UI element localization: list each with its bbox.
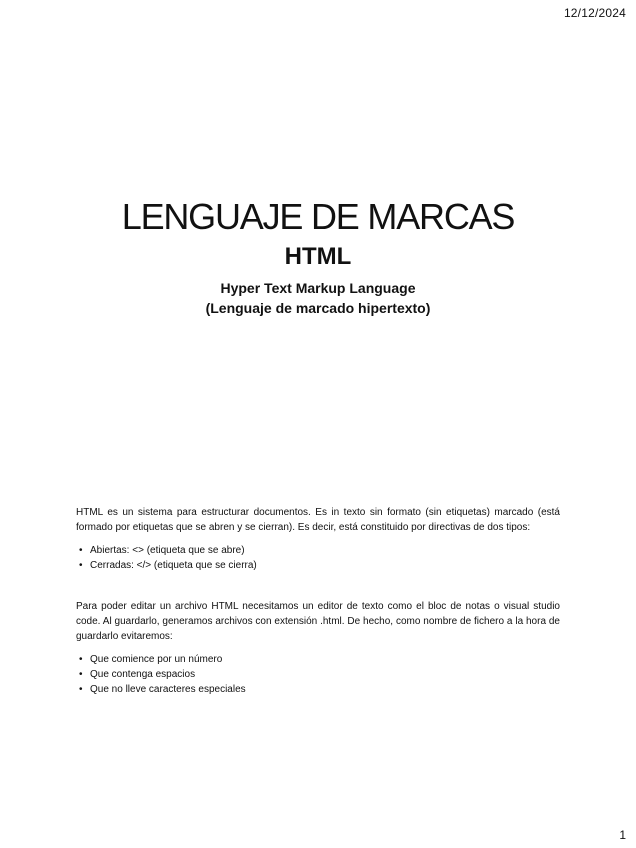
slide-title: LENGUAJE DE MARCAS [121,196,515,237]
acronym-expansion-english: Hyper Text Markup Language [220,280,416,296]
print-date: 12/12/2024 [563,6,626,20]
slide-subtitle: HTML [284,243,352,270]
list-item: • Cerradas: </> (etiqueta que se cierra) [90,558,560,573]
list-item: • Que contenga espacios [90,667,560,682]
list-item: • Que no lleve caracteres especiales [90,682,560,697]
slide-title-block [0,196,636,318]
notes-paragraph-editing: Para poder editar un archivo HTML necesitamos un editor de texto como el bloc de notas o visual studio code. Al guardarlo, generamos archivos con extensión .html. De hecho, como nombre de fichero a la hora de guardarlo evitaremos: [76,601,560,642]
filename-rules-list [76,652,560,697]
spacer [76,573,560,599]
page-number: 1 [619,828,626,842]
speaker-notes [76,505,560,697]
acronym-expansion-spanish: (Lenguaje de marcado hipertexto) [205,300,431,316]
tag-types-list [76,543,560,573]
list-item: • Que comience por un número [90,652,560,667]
notes-paragraph-definition: HTML es un sistema para estructurar documentos. Es in texto sin formato (sin etiquetas) marcado (está formado por etiquetas que se abren y se cierran). Es decir, está constituido por directivas de dos tipos: [76,507,560,533]
list-item: • Abiertas: <> (etiqueta que se abre) [90,543,560,558]
